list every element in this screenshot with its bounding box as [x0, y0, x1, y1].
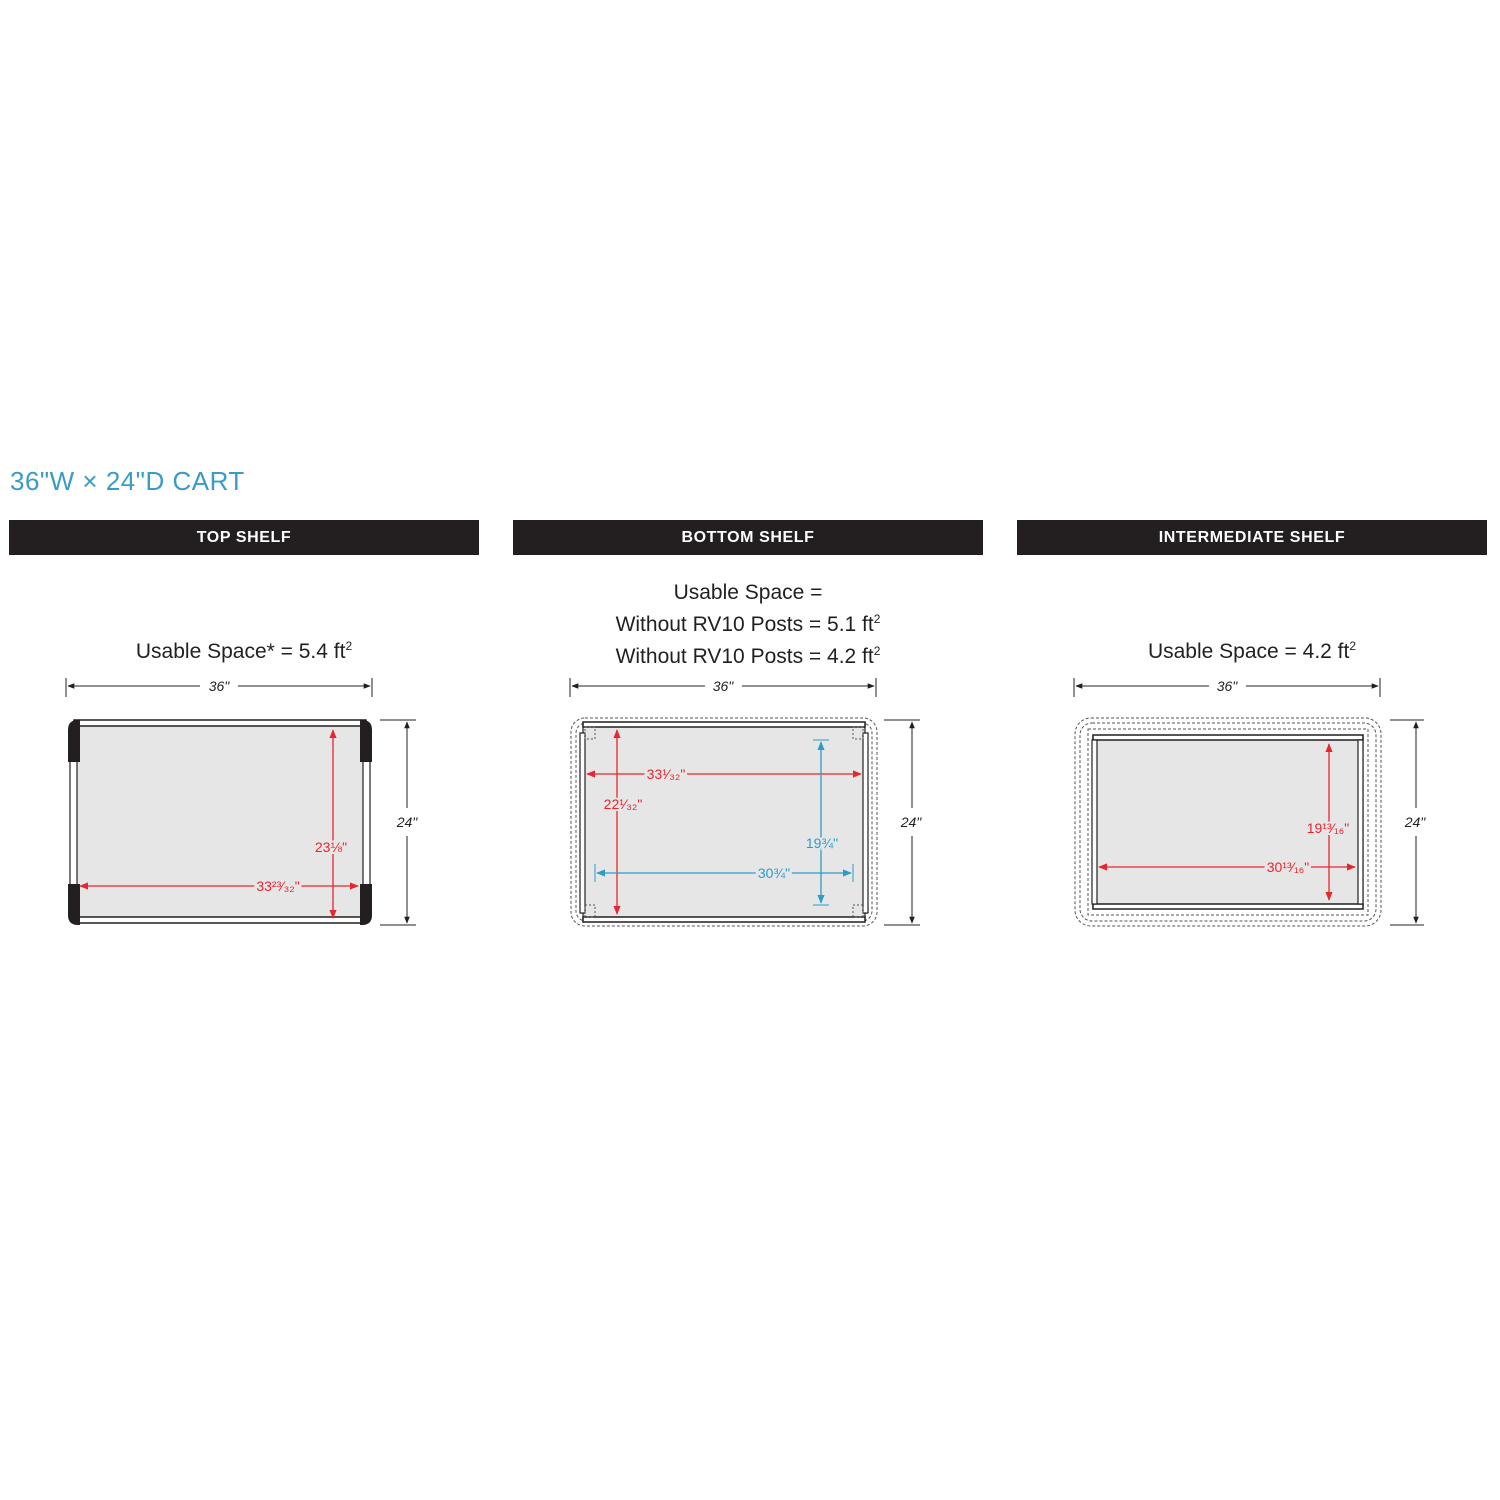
- bottom-usable-line-1: Usable Space =: [673, 581, 823, 604]
- bottom-usable-line-3-sup: 2: [873, 644, 881, 658]
- bottom-inner-width-label: 33¹⁄₃₂": [646, 766, 686, 782]
- intermediate-width-label: 36": [1216, 678, 1238, 694]
- bottom-depth-label: 24": [900, 814, 922, 830]
- bottom-shelf-header: BOTTOM SHELF: [513, 520, 983, 555]
- bottom-post-width-label: 30¾": [757, 865, 791, 881]
- top-width-label: 36": [208, 678, 230, 694]
- bottom-inner-depth-label: 22¹⁄₃₂": [603, 796, 643, 812]
- bottom-post-depth-label: 19¾": [805, 835, 839, 851]
- top-usable-sup: 2: [345, 639, 353, 653]
- intermediate-inner-width-label: 30¹³⁄₁₆": [1266, 859, 1310, 875]
- bottom-shelf-surface: [583, 724, 865, 921]
- intermediate-shelf-header: INTERMEDIATE SHELF: [1017, 520, 1487, 555]
- page-title: 36"W × 24"D CART: [10, 466, 245, 496]
- top-usable-text: Usable Space* = 5.4 ft: [135, 640, 346, 663]
- top-shelf-surface: [74, 722, 366, 922]
- intermediate-inner-depth-label: 19¹³⁄₁₆": [1306, 820, 1350, 836]
- intermediate-shelf-drawing: [1074, 678, 1426, 926]
- bottom-usable-line-2-sup: 2: [873, 612, 881, 626]
- top-inner-depth-label: 23⅛": [314, 839, 348, 855]
- bottom-usable-line-3-text: Without RV10 Posts = 4.2 ft: [615, 645, 874, 668]
- bottom-usable-line-2-text: Without RV10 Posts = 5.1 ft: [615, 613, 874, 636]
- intermediate-usable-sup: 2: [1349, 639, 1357, 653]
- intermediate-depth-label: 24": [1404, 814, 1426, 830]
- top-shelf-drawing: [66, 678, 418, 925]
- bottom-width-label: 36": [712, 678, 734, 694]
- top-inner-width-label: 33²³⁄₃₂": [256, 878, 300, 894]
- top-depth-label: 24": [396, 814, 418, 830]
- intermediate-usable-text: Usable Space = 4.2 ft: [1147, 640, 1350, 663]
- top-handle-corner: [68, 720, 80, 762]
- bottom-shelf-drawing: [570, 678, 922, 926]
- top-shelf-header: TOP SHELF: [9, 520, 479, 555]
